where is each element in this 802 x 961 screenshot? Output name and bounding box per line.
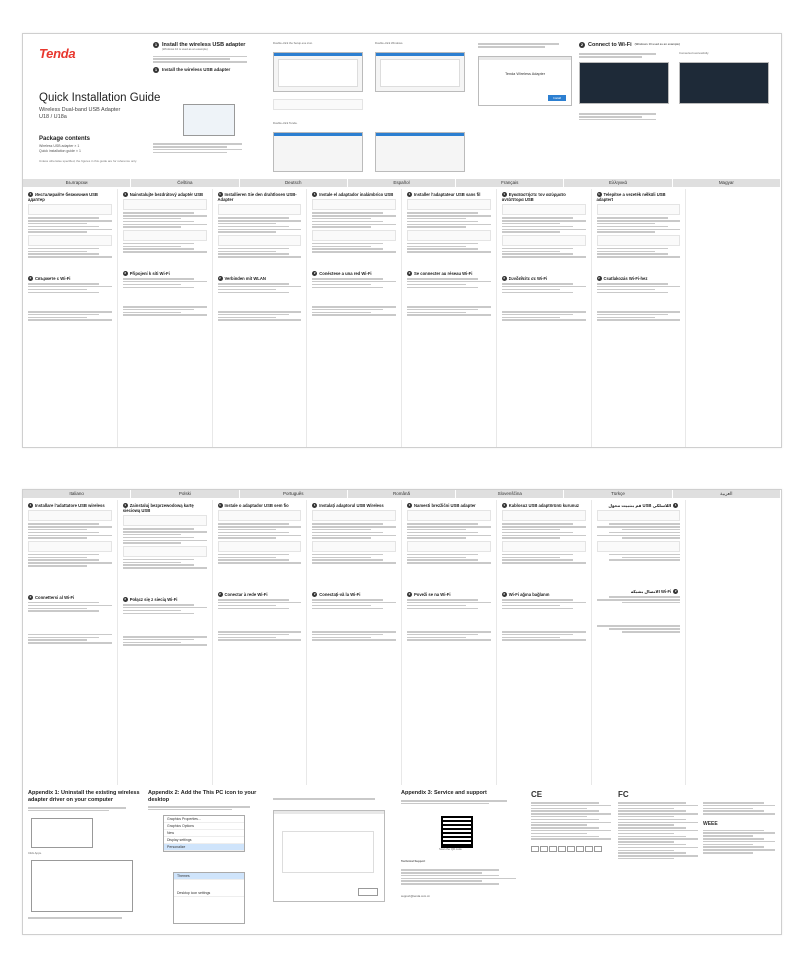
lang-col-pl [118,500,213,785]
language-columns [23,189,781,447]
step-wifi-heading [579,42,775,48]
language-band-2 [23,490,781,498]
lang-install-heading: 1 Kablosuz USB adaptörünü kurunuz [503,503,580,508]
apps-screenshot [31,860,133,912]
lang-wifi-heading: 2 Poveži se na Wi-Fi [408,591,451,597]
lang-install-heading: 1 Instale o adaptador USB sem fio [219,503,289,508]
themes-window [173,872,245,924]
lang-install-heading: 1 Nainstalujte bezdrátový adaptér USB [124,192,204,197]
lang-wifi-heading: الاتصال بشبكة Wi-Fi 2 [630,588,677,594]
lang-wifi-heading: 2 Connettersi al Wi-Fi [29,594,75,600]
explorer-screenshot-windows [375,52,465,92]
lang-col-de [213,189,308,447]
step-windows-column [375,42,470,46]
desktop-icon-dialog [273,810,385,902]
step-wifi-os: (Windows 10 used as an example) [634,42,680,47]
wifi-success-label: Connected successfully. [679,51,709,55]
lang-tab-ro: Română [348,490,456,498]
lang-install-heading: 1 Instale el adaptador inalámbrico USB [313,192,394,197]
appendix-3 [401,790,526,898]
lang-tab-ar: العربية [673,490,781,498]
lang-install-heading: 1 Инсталирайте безжичния USB адаптер [28,192,98,203]
fcc-mark: FC [618,790,629,799]
lang-install-heading: 1 Installieren Sie den drahtlosen USB-Adapter [217,192,297,203]
package-note: Unless otherwise specified, the figures in this guide are for reference only. [39,159,137,163]
laptop-illustration [183,104,235,136]
explorer-pane [380,59,460,87]
guide-subtitle [39,107,120,121]
installer-column [478,42,573,100]
step-windows-label: Double-click Windows. [375,41,404,45]
step-wifi-column [579,42,775,55]
step-tenda-label: Double-click Tenda. [273,121,298,125]
wifi-list-screenshot [579,62,669,104]
lang-tab-de: Deutsch [240,179,348,187]
start-menu-screenshot [31,818,93,848]
lang-col-sl [402,500,497,785]
lang-wifi-heading: 2 Συνδεθείτε σε Wi-Fi [503,275,548,281]
support-email: support@tenda.com.cn [401,894,430,898]
lang-col-cs [118,189,213,447]
guide-title: Quick Installation Guide [39,92,161,104]
guide-sheet-front [22,33,782,448]
ok-button[interactable] [358,888,378,896]
lang-wifi-heading: 2 Conéctese a una red Wi-Fi [313,270,372,276]
package-list [39,144,139,154]
lang-col-es [307,189,402,447]
lang-col-it [23,500,118,785]
brand-logo: Tenda [39,46,76,61]
lang-tab-hu: Magyar [673,179,781,187]
lang-install-heading: 1 Installare l'adattatore USB wireless [29,503,105,508]
explorer-screenshot-tenda [273,132,363,172]
icon-grid [282,831,374,873]
click-apps-label: Click Apps. [28,851,42,855]
step-install-os: (Windows 10 is used as an example) [162,47,208,51]
installer-screenshot [375,132,465,172]
lang-tab-pt: Português [240,490,348,498]
lang-col-el [497,189,592,447]
lang-tab-it: Italiano [23,490,131,498]
ce-mark: CE [531,790,543,799]
window-title-bar [274,53,362,56]
lang-install-heading: 1 Instalați adaptorul USB Wireless [313,503,384,508]
qr-code [441,816,473,848]
weee-mark: WEEE [703,820,718,827]
package-item: Wireless USB adapter × 1 [39,144,80,148]
lang-col-hu [592,189,687,447]
guide-model: U18 / U18a [39,114,67,120]
step-number-icon: 1 [154,42,158,47]
step-install-sub [153,67,263,73]
step-install-sub-label: Install the wireless USB adapter [162,67,231,73]
language-columns-2 [23,500,686,785]
lang-wifi-heading: 2 Wi-Fi ağına bağlanın [503,591,550,597]
appendix-1-title: Appendix 1: Uninstall the existing wireless adapter driver on your computer [28,790,140,803]
scan-qr-label: Scan the QR code [439,847,462,851]
guide-product: Wireless Dual-band USB Adapter [39,107,121,113]
lang-tab-tr: Türkçe [564,490,672,498]
lang-col-ro [307,500,402,785]
lang-tab-pl: Polski [131,490,239,498]
lang-tab-fr: Français [456,179,564,187]
lang-wifi-heading: 2 Verbinden mit WLAN [219,275,266,281]
step-setup-label: Double-click the Setup.exe icon. [273,41,313,45]
ctx-display-settings[interactable]: Display settings [164,837,244,844]
appendix-2 [148,790,268,895]
lang-tab-es: Español [348,179,456,187]
appendix-2-title: Appendix 2: Add the This PC icon to your desktop [148,790,257,803]
lang-wifi-heading: 2 Připojení k síti Wi-Fi [124,270,170,276]
window-title-bar [376,53,464,56]
desktop-context-menu [163,815,245,852]
lang-wifi-heading: 2 Csatlakozás Wi-Fi-hez [598,275,648,281]
wifi-connected-screenshot [679,62,769,104]
appendix-1 [28,790,143,855]
package-item: Quick installation guide × 1 [39,149,81,153]
lang-col-ar [592,500,687,785]
lang-tab-sl: Slovenščina [456,490,564,498]
package-title: Package contents [39,136,91,142]
lang-tab-cs: Čeština [131,179,239,187]
ctx-graphics-options[interactable]: Graphics Options [164,823,244,830]
lang-install-heading: 1 Εγκαταστήστε τον ασύρματο αντάπτορα USB [501,192,566,203]
lang-install-heading: قم بتثبيت محول USB اللاسلكي 1 [608,503,677,508]
lang-col-bg [23,189,118,447]
lang-col-pt [213,500,308,785]
lang-tab-bg: Български [23,179,131,187]
appendix-2-window [273,790,393,801]
compliance-ce [531,790,611,852]
lang-install-heading: 1 Installer l'adaptateur USB sans fil [408,192,481,197]
lang-wifi-heading: 2 Połącz się z siecią Wi-Fi [124,596,178,602]
lang-install-heading: 1 Namesti brezžični USB adapter [408,503,476,508]
lang-wifi-heading: 2 Se connecter au réseau Wi-Fi [408,270,473,276]
lang-col-tr [497,500,592,785]
step-install-title: Install the wireless USB adapter [162,42,246,48]
themes-tab[interactable]: Themes [174,873,244,880]
installer-product-name: Tenda Wireless Adapter [504,72,546,76]
tip-box [273,99,363,110]
compliance-weee [703,790,775,855]
explorer-screenshot [273,52,363,92]
lang-wifi-heading: 2 Conectați-vă la Wi-Fi [313,591,361,597]
dialog-title-bar [274,811,384,814]
dialog-title-bar [479,57,571,60]
installer-dialog [478,56,572,106]
lang-col-fr [402,189,497,447]
ctx-new[interactable]: New [164,830,244,837]
lang-install-heading: 1 Zainstaluj bezprzewodową kartę sieciową USB [122,503,194,514]
desktop-icon-settings-link[interactable]: Desktop icon settings [174,890,244,897]
lang-wifi-heading: 2 Conectar à rede Wi-Fi [219,591,268,597]
language-band [23,179,781,187]
ctx-personalize[interactable]: Personalize [164,844,244,851]
step-install-column [153,42,263,73]
ctx-graphics-properties[interactable]: Graphics Properties... [164,816,244,823]
step-setup-column [273,41,368,125]
guide-sheet-back [22,489,782,935]
window-title-bar [274,133,362,136]
lang-wifi-heading: 2 Свържете с Wi-Fi [29,275,71,281]
step-wifi-title: Connect to Wi-Fi [588,42,632,48]
explorer-pane [278,59,358,87]
compliance-fcc [618,790,698,861]
install-button[interactable]: Install [548,95,566,101]
intro-section [23,34,781,177]
support-heading: Technical Support [401,859,426,863]
step-sub-number-icon: 1 [154,66,158,72]
step-number-icon: 2 [580,42,584,47]
lang-tab-el: Ελληνικά [564,179,672,187]
lang-install-heading: 1 Telepítse a vezeték nélküli USB adaptert [596,192,666,203]
window-title-bar [376,133,464,136]
appendix-3-title: Appendix 3: Service and support [401,790,487,796]
